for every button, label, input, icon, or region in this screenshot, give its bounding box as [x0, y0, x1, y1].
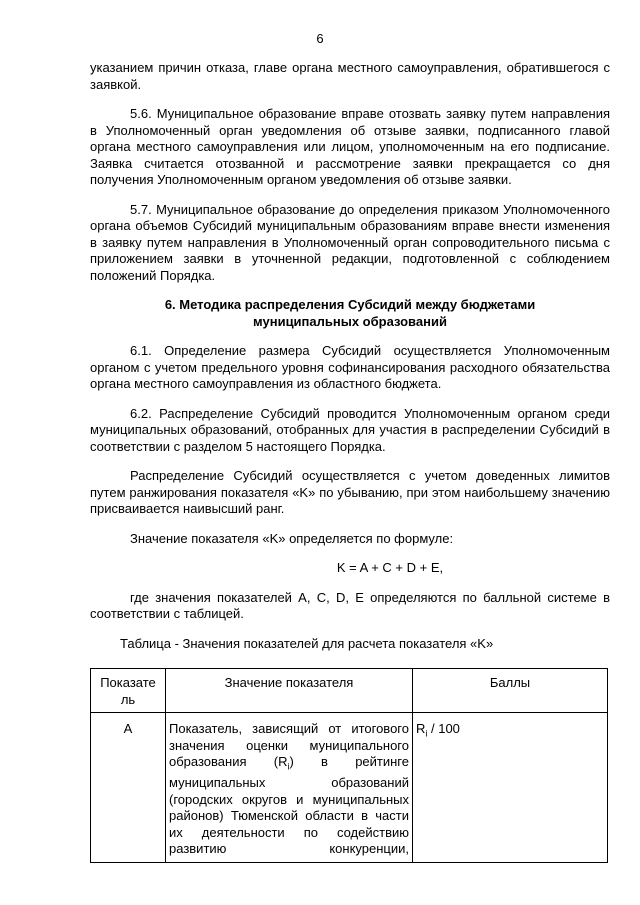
document-body	[90, 60, 610, 863]
paragraph-where: где значения показателей A, C, D, E определяются по балльной системе в соответствии с таблицей.	[90, 589, 610, 621]
paragraph-6-2: 6.2. Распределение Субсидий проводится Уполномоченным органом среди муниципальных образований, отобранных для участия в распределении Субсидий в соответствии с разделом 5 настоящего Порядка.	[90, 405, 610, 454]
section-heading-line-2: муниципальных образований	[253, 313, 447, 329]
desc-line	[169, 754, 409, 775]
header-indicator: Показате ль	[91, 669, 166, 713]
section-heading-line-1: 6. Методика распределения Субсидий между бюджетами	[164, 297, 536, 312]
header-points: Баллы	[413, 669, 608, 713]
desc-line: значения оценки муниципального	[169, 737, 409, 753]
table-caption: Таблица - Значения показателей для расчета показателя «K»	[120, 635, 494, 651]
desc-line: районов) Тюменской области в части	[169, 808, 409, 824]
desc-line: муниципальных образований	[169, 775, 409, 791]
paragraph-6-1: 6.1. Определение размера Субсидий осуществляется Уполномоченным органом с учетом предельного уровня софинансирования расходного обязательства органа местного самоуправления из областного бюджета.	[90, 343, 610, 391]
header-value: Значение показателя	[166, 669, 413, 713]
formula: K = A + C + D + E,	[336, 560, 444, 575]
paragraph-formula-intro: Значение показателя «K» определяется по формуле:	[130, 530, 454, 546]
paragraph-5-7: 5.7. Муниципальное образование до определения приказом Уполномоченного органа объемов Субсидий муниципальным образованиям вправе внести изменения в заявку путем направления в Уполномоченный орган сопроводительного письма с приложением заявки в уточненной редакции, подготовленной с соблюдением положений Порядка.	[90, 201, 610, 283]
points-sub: i	[425, 728, 428, 739]
points-main: R	[416, 721, 426, 736]
paragraph-5-6: 5.6. Муниципальное образование вправе отозвать заявку путем направления в Уполномоченный орган уведомления об отзыве заявки, подписанного главой органа местного самоуправления или лицом, уполномоченным на его подписание. Заявка считается отозванной и рассмотрение заявки прекращается со дня получения Уполномоченным органом уведомления об отзыве заявки.	[90, 106, 610, 187]
desc-line: развитию конкуренции,	[169, 841, 409, 857]
desc-line-head: образования (R	[169, 754, 288, 769]
points-tail: / 100	[427, 721, 460, 736]
desc-line: (городских округов и муниципальных	[169, 791, 409, 807]
indicators-table	[90, 668, 608, 863]
desc-line-tail: ) в рейтинге	[289, 754, 409, 769]
page-number: 6	[316, 31, 324, 46]
desc-line: их деятельности по содействию	[169, 824, 409, 840]
row-description	[166, 713, 413, 863]
row-code: A	[91, 713, 166, 863]
desc-line-sub: i	[287, 761, 290, 772]
desc-line: Показатель, зависящий от итогового	[169, 721, 409, 736]
paragraph-continuation: указанием причин отказа, главе органа местного самоуправления, обратившегося с заявкой.	[90, 60, 610, 92]
table-header-row	[91, 669, 608, 713]
row-points	[413, 713, 608, 863]
section-heading	[90, 297, 610, 330]
paragraph-ranking: Распределение Субсидий осуществляется с учетом доведенных лимитов путем ранжирования показателя «K» по убыванию, при этом наибольшему значению присваивается наивысший ранг.	[90, 468, 610, 516]
table-row	[91, 713, 608, 863]
